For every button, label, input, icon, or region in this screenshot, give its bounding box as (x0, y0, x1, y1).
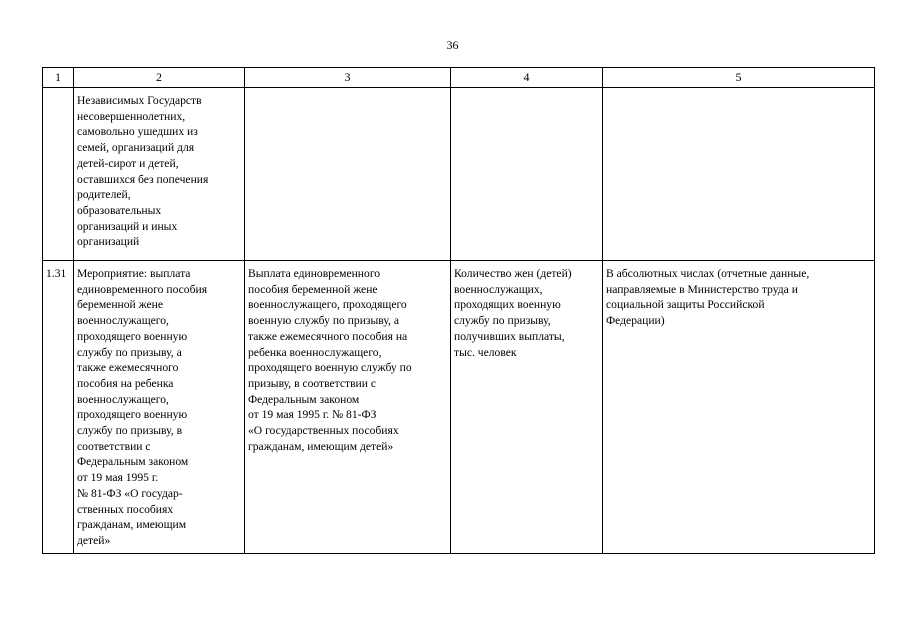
data-source-cell (603, 88, 875, 261)
table-header-row (43, 68, 875, 88)
event-cell: Независимых Государств несовершеннолетних, самовольно ушедших из семей, организаций для детей-сирот и детей, оставшихся без попечения родителей, образовательных организаций и иных организаций (74, 88, 245, 261)
table-row (43, 88, 875, 261)
column-header-2: 2 (74, 68, 245, 88)
description-cell: Выплата единовременного пособия беременной жене военнослужащего, проходящего военную службу по призыву, а также ежемесячного пособия на ребенка военнослужащего, проходящего военную службу по призыву, в соответствии с Федеральным законом от 19 мая 1995 г. № 81-ФЗ «О государственных пособиях гражданам, имеющим детей» (245, 261, 451, 554)
event-cell: Мероприятие: выплата единовременного пособия беременной жене военнослужащего, проходящего военную службу по призыву, а также ежемесячного пособия на ребенка военнослужащего, проходящего военную службу по призыву, в соответствии с Федеральным законом от 19 мая 1995 г. № 81-ФЗ «О государ- ственных пособиях гражданам, имеющим детей» (74, 261, 245, 554)
document-table (42, 67, 875, 554)
indicator-cell: Количество жен (детей) военнослужащих, проходящих военную службу по призыву, получивших выплаты, тыс. человек (451, 261, 603, 554)
column-header-4: 4 (451, 68, 603, 88)
data-source-cell: В абсолютных числах (отчетные данные, направляемые в Министерство труда и социальной защиты Российской Федерации) (603, 261, 875, 554)
table-row (43, 261, 875, 554)
page-number: 36 (446, 38, 459, 52)
column-header-1: 1 (43, 68, 74, 88)
column-header-5: 5 (603, 68, 875, 88)
row-number-cell: 1.31 (43, 261, 74, 554)
column-header-3: 3 (245, 68, 451, 88)
row-number-cell (43, 88, 74, 261)
description-cell (245, 88, 451, 261)
indicator-cell (451, 88, 603, 261)
